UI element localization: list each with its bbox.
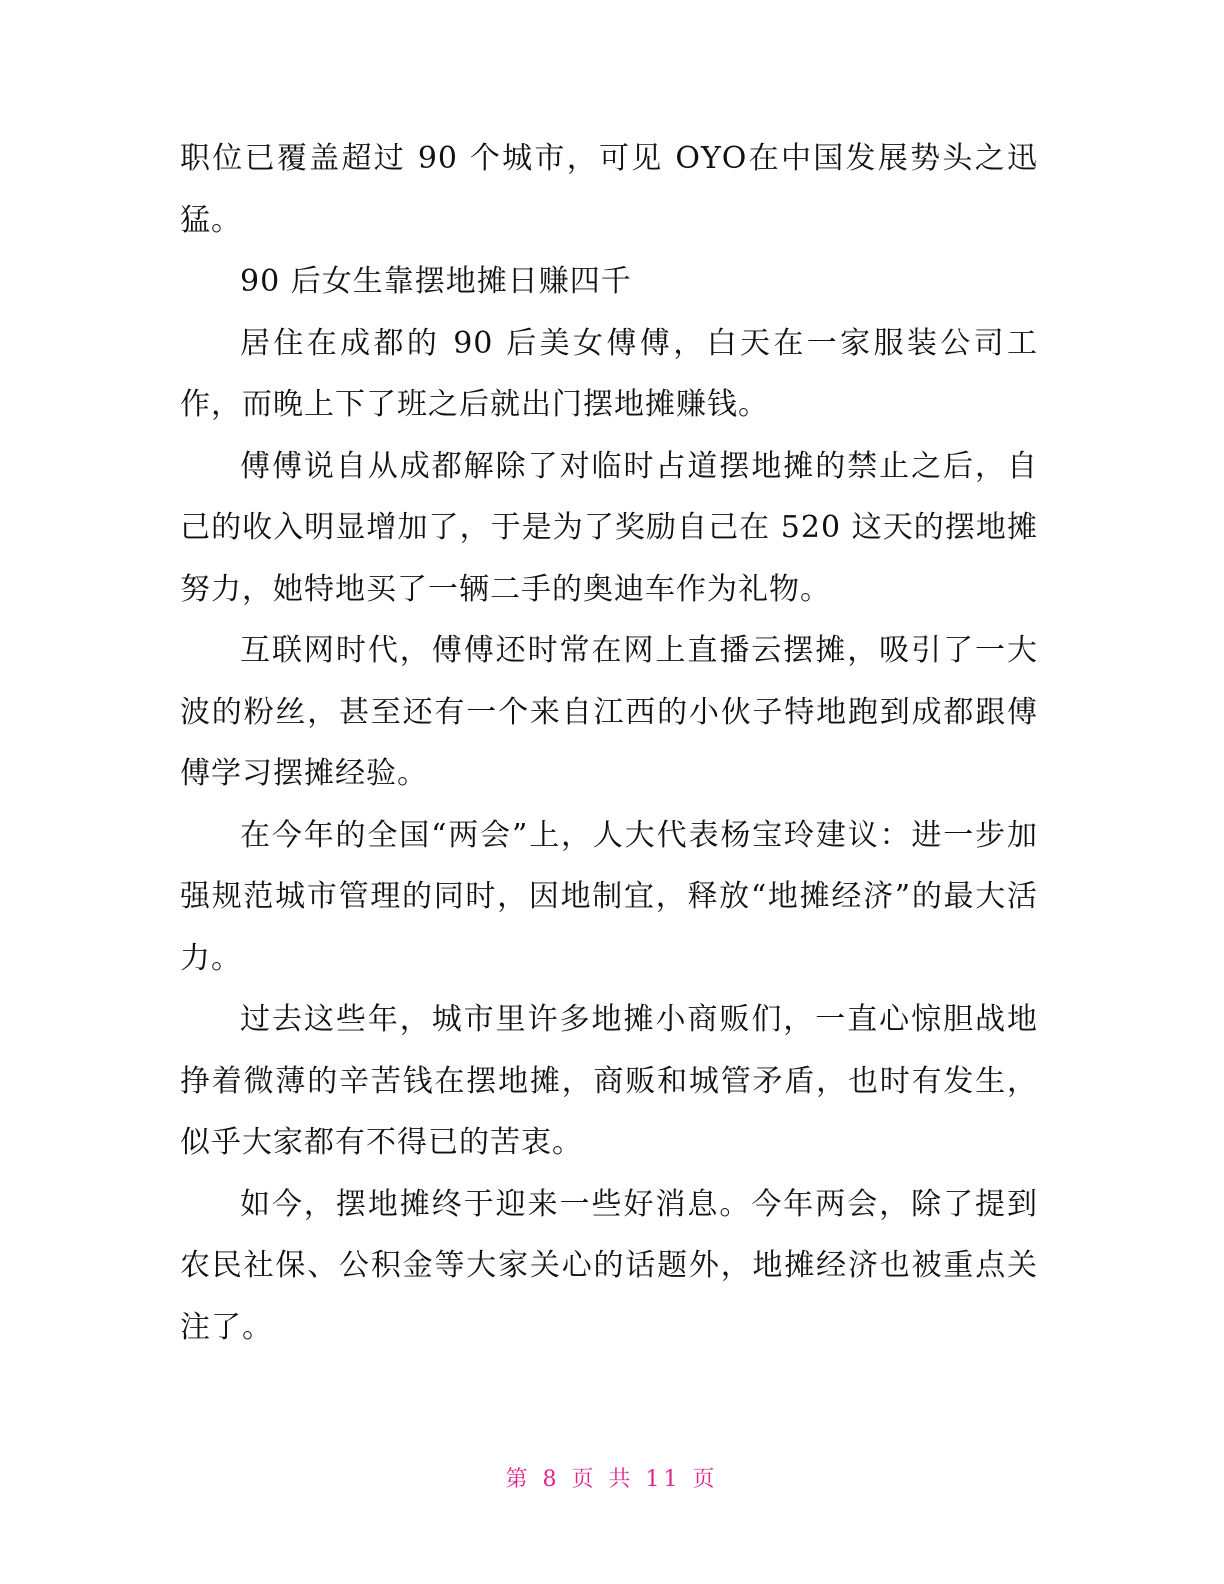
- paragraph-6: 在今年的全国“两会”上，人大代表杨宝玲建议：进一步加强规范城市管理的同时，因地制宜，释放“地摊经济”的最大活力。: [180, 817, 1038, 976]
- paragraph-7: 过去这些年，城市里许多地摊小商贩们，一直心惊胆战地挣着微薄的辛苦钱在摆地摊，商贩和城管矛盾，也时有发生，似乎大家都有不得已的苦衷。: [180, 1002, 1038, 1160]
- paragraph-5: 互联网时代，傅傅还时常在网上直播云摆摊，吸引了一大波的粉丝，甚至还有一个来自江西的小伙子特地跑到成都跟傅傅学习摆摊经验。: [180, 633, 1038, 791]
- paragraph-heading: 90 后女生靠摆地摊日赚四千: [240, 264, 632, 299]
- document-body: [180, 128, 1038, 1358]
- paragraph-4: 傅傅说自从成都解除了对临时占道摆地摊的禁止之后，自己的收入明显增加了，于是为了奖励自己在 520 这天的摆地摊努力，她特地买了一辆二手的奥迪车作为礼物。: [180, 448, 1038, 607]
- paragraph-3: 居住在成都的 90 后美女傅傅，白天在一家服装公司工作，而晚上下了班之后就出门摆地摊赚钱。: [180, 325, 1038, 422]
- paragraph-1: 职位已覆盖超过 90 个城市，可见 OYO在中国发展势头之迅猛。: [180, 141, 1038, 238]
- paragraph-8: 如今，摆地摊终于迎来一些好消息。今年两会，除了提到农民社保、公积金等大家关心的话题外，地摊经济也被重点关注了。: [180, 1186, 1038, 1345]
- page-number-footer: 第 8 页 共 11 页: [505, 1467, 719, 1492]
